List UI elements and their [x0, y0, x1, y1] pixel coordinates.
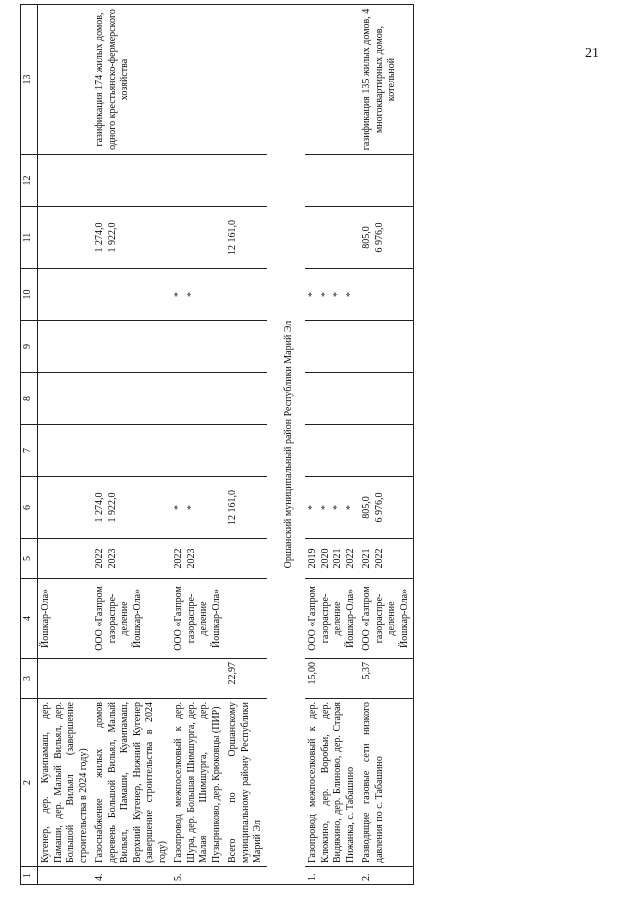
executor: [92, 579, 171, 659]
cost-total-line: 1 274,0: [94, 492, 105, 523]
col-10: [38, 269, 93, 321]
cost-budget-line: 805,0: [361, 226, 372, 249]
col-12: [305, 155, 359, 207]
col-8: [92, 373, 171, 425]
col-header-4: 4: [21, 579, 38, 659]
executor-line: Йошкар-Ола»: [398, 588, 410, 649]
table-body-section-1: [38, 5, 267, 885]
cost-total: [305, 477, 359, 539]
col-header-5: 5: [21, 539, 38, 579]
year: [305, 539, 359, 579]
executor-line: ООО «Газпром: [173, 586, 184, 651]
row-number: 1.: [305, 867, 359, 885]
col-7: [92, 425, 171, 477]
col-10-line: *: [307, 292, 318, 297]
executor-line: деление: [198, 601, 209, 636]
cost-budget-line: 1 274,0: [94, 222, 105, 253]
col-8: [225, 373, 267, 425]
year-line: 2020: [319, 548, 331, 569]
col-8: [171, 373, 225, 425]
executor-line: ООО «Газпром: [94, 586, 105, 651]
region-section: [267, 5, 306, 885]
column-number-row: [21, 5, 38, 885]
program-table: [20, 4, 414, 885]
col-header-3: 3: [21, 659, 38, 699]
col-7: [359, 425, 414, 477]
cost-budget: [171, 207, 225, 269]
executor-line: ООО «Газпром: [361, 586, 372, 651]
region-title-row: [267, 5, 306, 885]
object-name: Всего по Оршанскому муниципальному району Республики Марий Эл: [225, 699, 267, 867]
object-name: Газопровод межпоселковый к дер. Шура, дер. Большая Шимшурга, дер. Малая Шимшурга, дер. Пузырниково, дер. Крюковцы (ПИР): [171, 699, 225, 867]
col-9: [225, 321, 267, 373]
year-line: 2022: [344, 548, 356, 569]
cost-total-line: 6 976,0: [373, 492, 385, 523]
executor: [359, 579, 414, 659]
region-title: Оршанский муниципальный район Республики Марий Эл: [267, 5, 306, 885]
col-header-2: 2: [21, 699, 38, 867]
col-10: [225, 269, 267, 321]
cost-total: [38, 477, 93, 539]
year: [359, 539, 414, 579]
col-12: [38, 155, 93, 207]
length-km: [92, 659, 171, 699]
executor: [38, 579, 93, 659]
year-line: 2021: [361, 548, 372, 569]
col-header-13: 13: [21, 5, 38, 155]
cost-budget: [38, 207, 93, 269]
col-header-12: 12: [21, 155, 38, 207]
col-7: [305, 425, 359, 477]
cost-budget-line: 12 161,0: [227, 220, 238, 255]
object-name: Кугенер, дер. Куанпамаш, дер. Памаши, дер. Малый Вильял, дер. Большой Вильял (завершение строительства в 2024 году): [38, 699, 93, 867]
col-10-line: *: [332, 292, 343, 297]
executor-line: деление: [119, 601, 130, 636]
col-10-line: *: [319, 292, 331, 297]
result-note: [171, 5, 225, 155]
length-km: [171, 659, 225, 699]
cost-budget-line: 6 976,0: [373, 222, 385, 253]
table-body-section-2: [305, 5, 414, 885]
cost-total: [225, 477, 267, 539]
executor: [225, 579, 267, 659]
executor-line: ООО «Газпром: [307, 586, 318, 651]
cost-total-line: *: [307, 505, 318, 510]
length-km: [38, 659, 93, 699]
executor: [171, 579, 225, 659]
cost-budget: [359, 207, 414, 269]
rotated-table-container: [20, 5, 610, 885]
row-number: [225, 867, 267, 885]
object-name: Газоснабжение жилых домов деревень Большой Вильял, Малый Вильял, Памаши, Куанпамаш, Верхний Кугенер, Нижний Кугенер (завершение строительства в 2024 году): [92, 699, 171, 867]
object-name: Разводящие газовые сети низкого давления по с. Табашино: [359, 699, 414, 867]
col-9: [171, 321, 225, 373]
result-note: газификация 174 жилых домов, одного крестьянско-фермерского хозяйства: [92, 5, 171, 155]
cost-total-line: 1 922,0: [106, 492, 118, 523]
cost-total-line: 12 161,0: [227, 490, 238, 525]
result-note: [38, 5, 93, 155]
year: [38, 539, 93, 579]
col-header-11: 11: [21, 207, 38, 269]
executor: [305, 579, 359, 659]
object-name: Газопровод межпоселковый к дер. Клюкино, дер. Воробьи, дер. Видякино, дер. Блиново, дер. Старая Пижанка, с. Табашино: [305, 699, 359, 867]
col-9: [38, 321, 93, 373]
cost-total: [359, 477, 414, 539]
col-12: [359, 155, 414, 207]
cost-budget: [305, 207, 359, 269]
table-row: [92, 5, 171, 885]
col-12: [92, 155, 171, 207]
col-10-line: *: [344, 292, 356, 297]
row-number: [38, 867, 93, 885]
col-10-line: *: [185, 292, 197, 297]
cost-total-line: *: [319, 505, 331, 510]
year-line: 2023: [185, 548, 197, 569]
col-9: [359, 321, 414, 373]
result-note: [225, 5, 267, 155]
cost-total: [171, 477, 225, 539]
executor-line: деление: [386, 601, 397, 636]
cost-total-line: *: [332, 505, 343, 510]
year-line: 2021: [332, 548, 343, 569]
row-number: 5.: [171, 867, 225, 885]
year: [225, 539, 267, 579]
year: [92, 539, 171, 579]
table-row: [38, 5, 93, 885]
col-10: [171, 269, 225, 321]
col-12: [171, 155, 225, 207]
length-km: 22,97: [225, 659, 267, 699]
cost-budget: [225, 207, 267, 269]
length-km: 15,00: [305, 659, 359, 699]
cost-total-line: *: [344, 505, 356, 510]
row-number: 2.: [359, 867, 414, 885]
col-7: [38, 425, 93, 477]
col-10: [92, 269, 171, 321]
cost-budget: [92, 207, 171, 269]
cost-budget-line: 1 922,0: [106, 222, 118, 253]
col-header-9: 9: [21, 321, 38, 373]
executor-line: деление: [332, 601, 343, 636]
year-line: 2022: [373, 548, 385, 569]
year-line: 2022: [173, 548, 184, 569]
col-7: [225, 425, 267, 477]
cost-total-line: *: [185, 505, 197, 510]
col-9: [92, 321, 171, 373]
cost-total-line: 805,0: [361, 496, 372, 519]
executor-line: газораспре-: [106, 593, 118, 644]
col-7: [171, 425, 225, 477]
col-12: [225, 155, 267, 207]
year: [171, 539, 225, 579]
year-line: 2022: [94, 548, 105, 569]
col-header-10: 10: [21, 269, 38, 321]
year-line: 2019: [307, 548, 318, 569]
table-row: [171, 5, 225, 885]
col-header-7: 7: [21, 425, 38, 477]
executor-line: газораспре-: [185, 593, 197, 644]
cost-total: [92, 477, 171, 539]
executor-line: Йошкар-Ола»: [40, 588, 51, 649]
page-number: 21: [585, 46, 599, 61]
executor-line: Йошкар-Ола»: [210, 588, 222, 649]
cost-total-line: *: [173, 505, 184, 510]
result-note: газификация 135 жилых домов, 4 многоквартирных домов, котельной: [359, 5, 414, 155]
executor-line: Йошкар-Ола»: [344, 588, 356, 649]
col-header-6: 6: [21, 477, 38, 539]
row-number: 4.: [92, 867, 171, 885]
year-line: 2023: [106, 548, 118, 569]
col-header-1: 1: [21, 867, 38, 885]
col-10: [359, 269, 414, 321]
executor-line: газораспре-: [319, 593, 331, 644]
executor-line: Йошкар-Ола»: [131, 588, 143, 649]
length-km: 5,37: [359, 659, 414, 699]
col-header-8: 8: [21, 373, 38, 425]
col-10: [305, 269, 359, 321]
table-row: [225, 5, 267, 885]
col-10-line: *: [173, 292, 184, 297]
col-8: [305, 373, 359, 425]
table-row: [359, 5, 414, 885]
col-9: [305, 321, 359, 373]
col-8: [359, 373, 414, 425]
col-8: [38, 373, 93, 425]
table-row: [305, 5, 359, 885]
executor-line: газораспре-: [373, 593, 385, 644]
result-note: [305, 5, 359, 155]
